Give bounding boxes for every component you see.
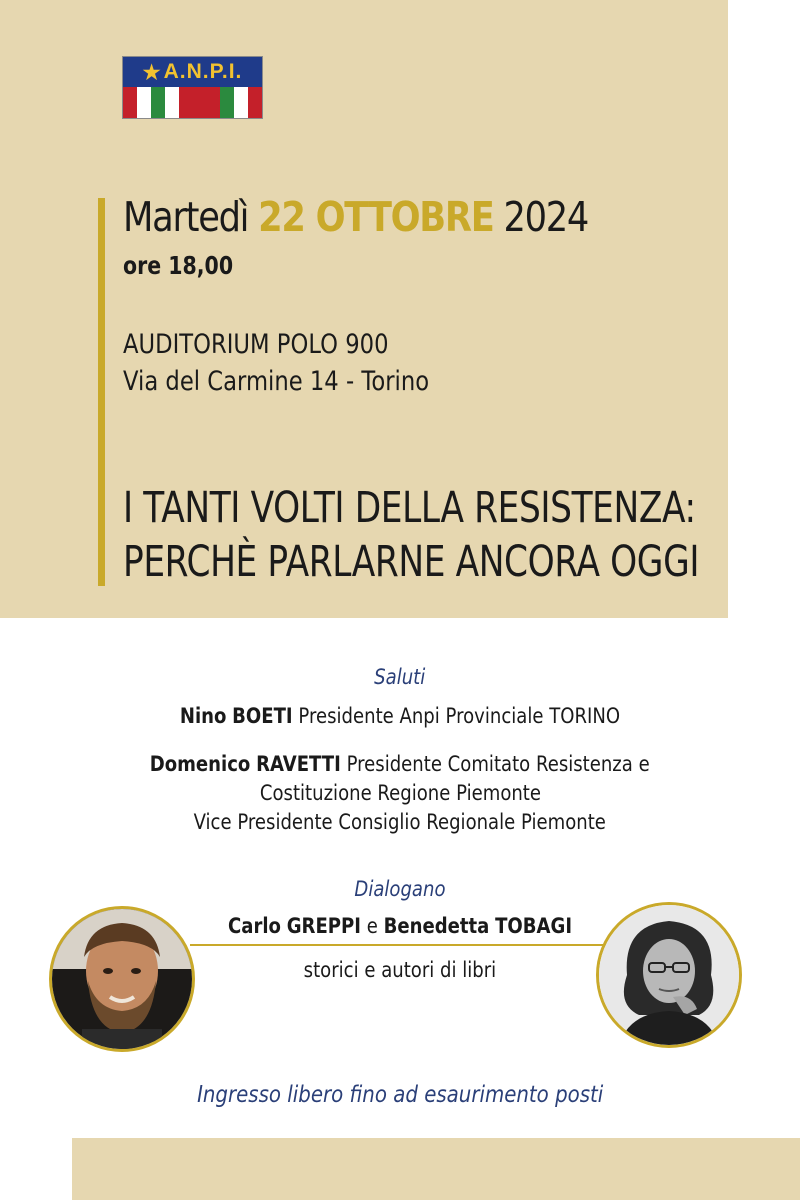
- speakers-connector-line: [190, 944, 608, 946]
- dialogue-label: Dialogano: [354, 877, 446, 901]
- italian-flags-icon: [123, 87, 262, 118]
- speaker-first-name: Nino: [179, 704, 227, 728]
- event-day-month: 22 OTTOBRE: [258, 193, 494, 241]
- speaker-last-name: GREPPI: [286, 914, 361, 938]
- speaker-first-name: Benedetta: [383, 914, 490, 938]
- logo-banner: [123, 57, 262, 87]
- speaker-first-name: Carlo: [227, 914, 281, 938]
- speaker-last-name: TOBAGI: [495, 914, 573, 938]
- event-year: 2024: [503, 193, 589, 241]
- anpi-logo: [122, 56, 263, 119]
- event-date: [123, 193, 588, 241]
- speaker-first-name: Domenico: [149, 752, 251, 776]
- event-venue: [123, 326, 429, 400]
- portrait-woman-icon: [599, 905, 739, 1045]
- title-line-2: PERCHÈ PARLARNE ANCORA OGGI: [123, 537, 700, 587]
- speaker-last-name: RAVETTI: [256, 752, 342, 776]
- venue-name: AUDITORIUM POLO 900: [123, 329, 389, 360]
- event-time: ore 18,00: [123, 251, 234, 280]
- footer-band: [72, 1138, 800, 1200]
- speaker-role-line-2: Costituzione Regione Piemonte: [259, 781, 541, 805]
- title-line-1: I TANTI VOLTI DELLA RESISTENZA:: [123, 483, 696, 533]
- speaker-role-line-3: Vice Presidente Consiglio Regionale Piemonte: [193, 810, 607, 834]
- joiner-text: e: [366, 914, 378, 938]
- venue-address: Via del Carmine 14 - Torino: [123, 366, 430, 397]
- event-title: [123, 481, 699, 589]
- star-icon: ★: [142, 61, 162, 84]
- entry-note: Ingresso libero fino ad esaurimento posti: [196, 1082, 604, 1108]
- dialogue-description: storici e autori di libri: [303, 958, 497, 982]
- greetings-label: Saluti: [374, 665, 426, 689]
- avatar-carlo-greppi: [49, 906, 195, 1052]
- greeting-speaker-2: [0, 750, 800, 837]
- logo-text: A.N.P.I.: [163, 60, 243, 83]
- speaker-role: Presidente Anpi Provinciale TORINO: [298, 704, 621, 728]
- accent-bar: [98, 198, 105, 586]
- greeting-speaker-1: [0, 702, 800, 731]
- speaker-role-line-1: Presidente Comitato Resistenza e: [346, 752, 650, 776]
- speaker-last-name: BOETI: [232, 704, 293, 728]
- portrait-man-icon: [52, 909, 192, 1049]
- event-weekday: Martedì: [123, 193, 249, 241]
- avatar-benedetta-tobagi: [596, 902, 742, 1048]
